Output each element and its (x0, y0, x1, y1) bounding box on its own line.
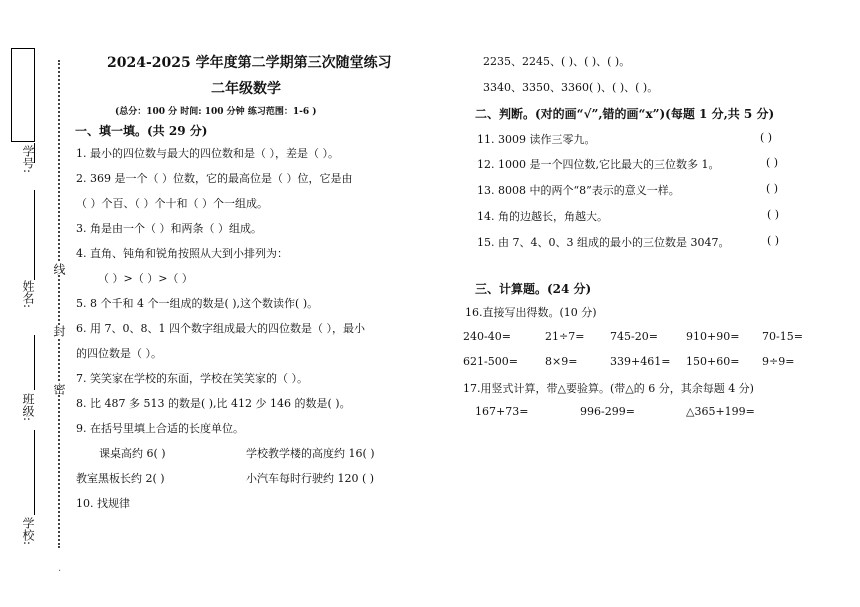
school-label: 学校: (21, 517, 35, 546)
q4-text: 4. 直角、钝角和锐角按照从大到小排列为： (76, 247, 288, 260)
q16-text: 16.直接写出得数。(10 分) (465, 306, 597, 319)
q10-pattern-1: 2235、2245、( )、( )、( )。 (483, 55, 631, 68)
q2-text-b: （ ）个百、（ ）个十和（ ）个一组成。 (76, 197, 268, 210)
q6-text-b: 的四位数是（ ）。 (76, 347, 162, 360)
exam-info: (总分：100 分 时间: 100 分钟 练习范围：1-6 ) (115, 107, 317, 117)
q7-text: 7. 笑笑家在学校的东面，学校在笑笑家的（ ）。 (76, 372, 308, 385)
q9-text: 9. 在括号里填上合适的长度单位。 (76, 422, 244, 435)
seal-dotted-line (58, 60, 60, 548)
q15-answer-blank: ( ) (767, 234, 780, 247)
q13-text: 13. 8008 中的两个“8”表示的意义一样。 (477, 184, 680, 197)
oral-745-20: 745-20= (610, 330, 658, 343)
q10-text: 10. 找规律 (76, 497, 130, 510)
student-no-label: 学号: (21, 145, 35, 174)
oral-621-500: 621-500= (463, 355, 518, 368)
name-line (34, 190, 35, 280)
q6-text-a: 6. 用 7、0、8、1 四个数字组成最大的四位数是（ ），最小 (76, 322, 365, 335)
seal-char-feng: 封 (52, 325, 66, 337)
q9-blackboard-length: 教室黑板长约 2( ) (76, 472, 165, 485)
q14-text: 14. 角的边越长，角越大。 (477, 210, 608, 223)
oral-150plus60: 150+60= (686, 355, 740, 368)
q2-text-a: 2. 369 是一个（ ）位数，它的最高位是（ ）位，它是由 (76, 172, 353, 185)
class-label: 班级: (21, 393, 35, 422)
student-no-box (11, 48, 35, 142)
name-label: 姓名: (21, 280, 35, 309)
q11-text: 11. 3009 读作三零九。 (477, 133, 596, 146)
class-line (34, 335, 35, 390)
q3-text: 3. 角是由一个（ ）和两条（ ）组成。 (76, 222, 262, 235)
oral-910plus90: 910+90= (686, 330, 740, 343)
q9-car-speed: 小汽车每时行驶约 120 ( ) (246, 472, 375, 485)
q1-text: 1. 最小的四位数与最大的四位数和是（ ），差是（ ）。 (76, 147, 339, 160)
seal-char-xian: 线 (52, 263, 66, 275)
section1-heading: 一、填一填。(共 29 分) (75, 124, 208, 138)
q9-building-height: 学校教学楼的高度约 16( ) (246, 447, 375, 460)
vertical-996-299: 996-299= (580, 405, 635, 418)
q9-desk-height: 课桌高约 6( ) (99, 447, 166, 460)
footer-mark: · (58, 566, 62, 577)
oral-339plus461: 339+461= (610, 355, 671, 368)
school-line (34, 430, 35, 515)
section3-heading: 三、计算题。(24 分) (475, 282, 592, 296)
q5-text: 5. 8 个千和 4 个一组成的数是( ),这个数读作( )。 (76, 297, 319, 310)
q4-order-blanks: （ ）>（ ）>（ ） (98, 272, 193, 285)
exam-title: 2024-2025 学年度第二学期第三次随堂练习 (107, 55, 392, 71)
vertical-167plus73: 167+73= (475, 405, 529, 418)
oral-8x9: 8×9= (545, 355, 578, 368)
q12-answer-blank: ( ) (766, 156, 779, 169)
q17-text: 17.用竖式计算，带△要验算。(带△的 6 分，其余每题 4 分) (463, 382, 754, 395)
q11-answer-blank: ( ) (760, 131, 773, 144)
oral-70-15: 70-15= (762, 330, 803, 343)
oral-21div7: 21÷7= (545, 330, 585, 343)
oral-9div9: 9÷9= (762, 355, 795, 368)
exam-subtitle: 二年级数学 (211, 81, 281, 97)
q13-answer-blank: ( ) (766, 182, 779, 195)
q15-text: 15. 由 7、4、0、3 组成的最小的三位数是 3047。 (477, 236, 730, 249)
q10-pattern-2: 3340、3350、3360( )、( )、( )。 (483, 81, 659, 94)
q14-answer-blank: ( ) (767, 208, 780, 221)
oral-240-40: 240-40= (463, 330, 511, 343)
vertical-365plus199-check: △365+199= (686, 405, 755, 418)
q12-text: 12. 1000 是一个四位数,它比最大的三位数多 1。 (477, 158, 720, 171)
q8-text: 8. 比 487 多 513 的数是( ),比 412 少 146 的数是( )。 (76, 397, 351, 410)
seal-char-mi: 密 (52, 383, 66, 395)
section2-heading: 二、判断。(对的画“√”,错的画“x”)(每题 1 分,共 5 分) (475, 107, 775, 121)
